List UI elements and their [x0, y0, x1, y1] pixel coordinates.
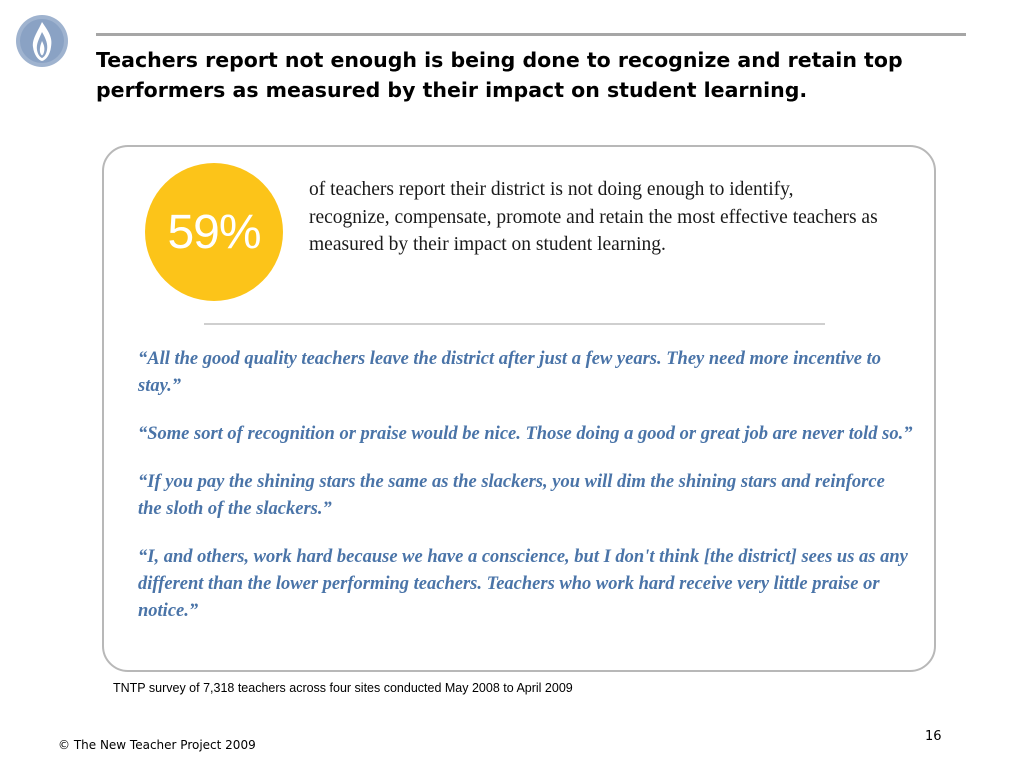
quote-item: “I, and others, work hard because we have a conscience, but I don't think [the district] sees us as any different than the lower performing teachers. Teachers who work hard receive very little praise or notice.”: [138, 547, 908, 621]
header-rule: [96, 33, 966, 36]
stat-circle: [145, 163, 283, 301]
stat-description: of teachers report their district is not doing enough to identify, recognize, compensate, promote and retain the most effective teachers as measured by their impact on student learning.: [309, 179, 878, 255]
copyright: © The New Teacher Project 2009: [58, 738, 256, 752]
source-note: TNTP survey of 7,318 teachers across four sites conducted May 2008 to April 2009: [113, 681, 573, 695]
quote-item: “All the good quality teachers leave the district after just a few years. They need more incentive to stay.”: [138, 349, 881, 396]
page-number: 16: [925, 729, 942, 744]
quote-item: “Some sort of recognition or praise would be nice. Those doing a good or great job are never told so.”: [138, 424, 913, 444]
stat-value: 59%: [167, 205, 261, 259]
quote-list: [138, 346, 913, 625]
flame-logo-icon: [15, 14, 69, 68]
divider: [204, 323, 825, 325]
slide-title: Teachers report not enough is being done to recognize and retain top performers as measured by their impact on student learning.: [96, 48, 903, 102]
quote-item: “If you pay the shining stars the same as the slackers, you will dim the shining stars and reinforce the sloth of the slackers.”: [138, 472, 885, 519]
